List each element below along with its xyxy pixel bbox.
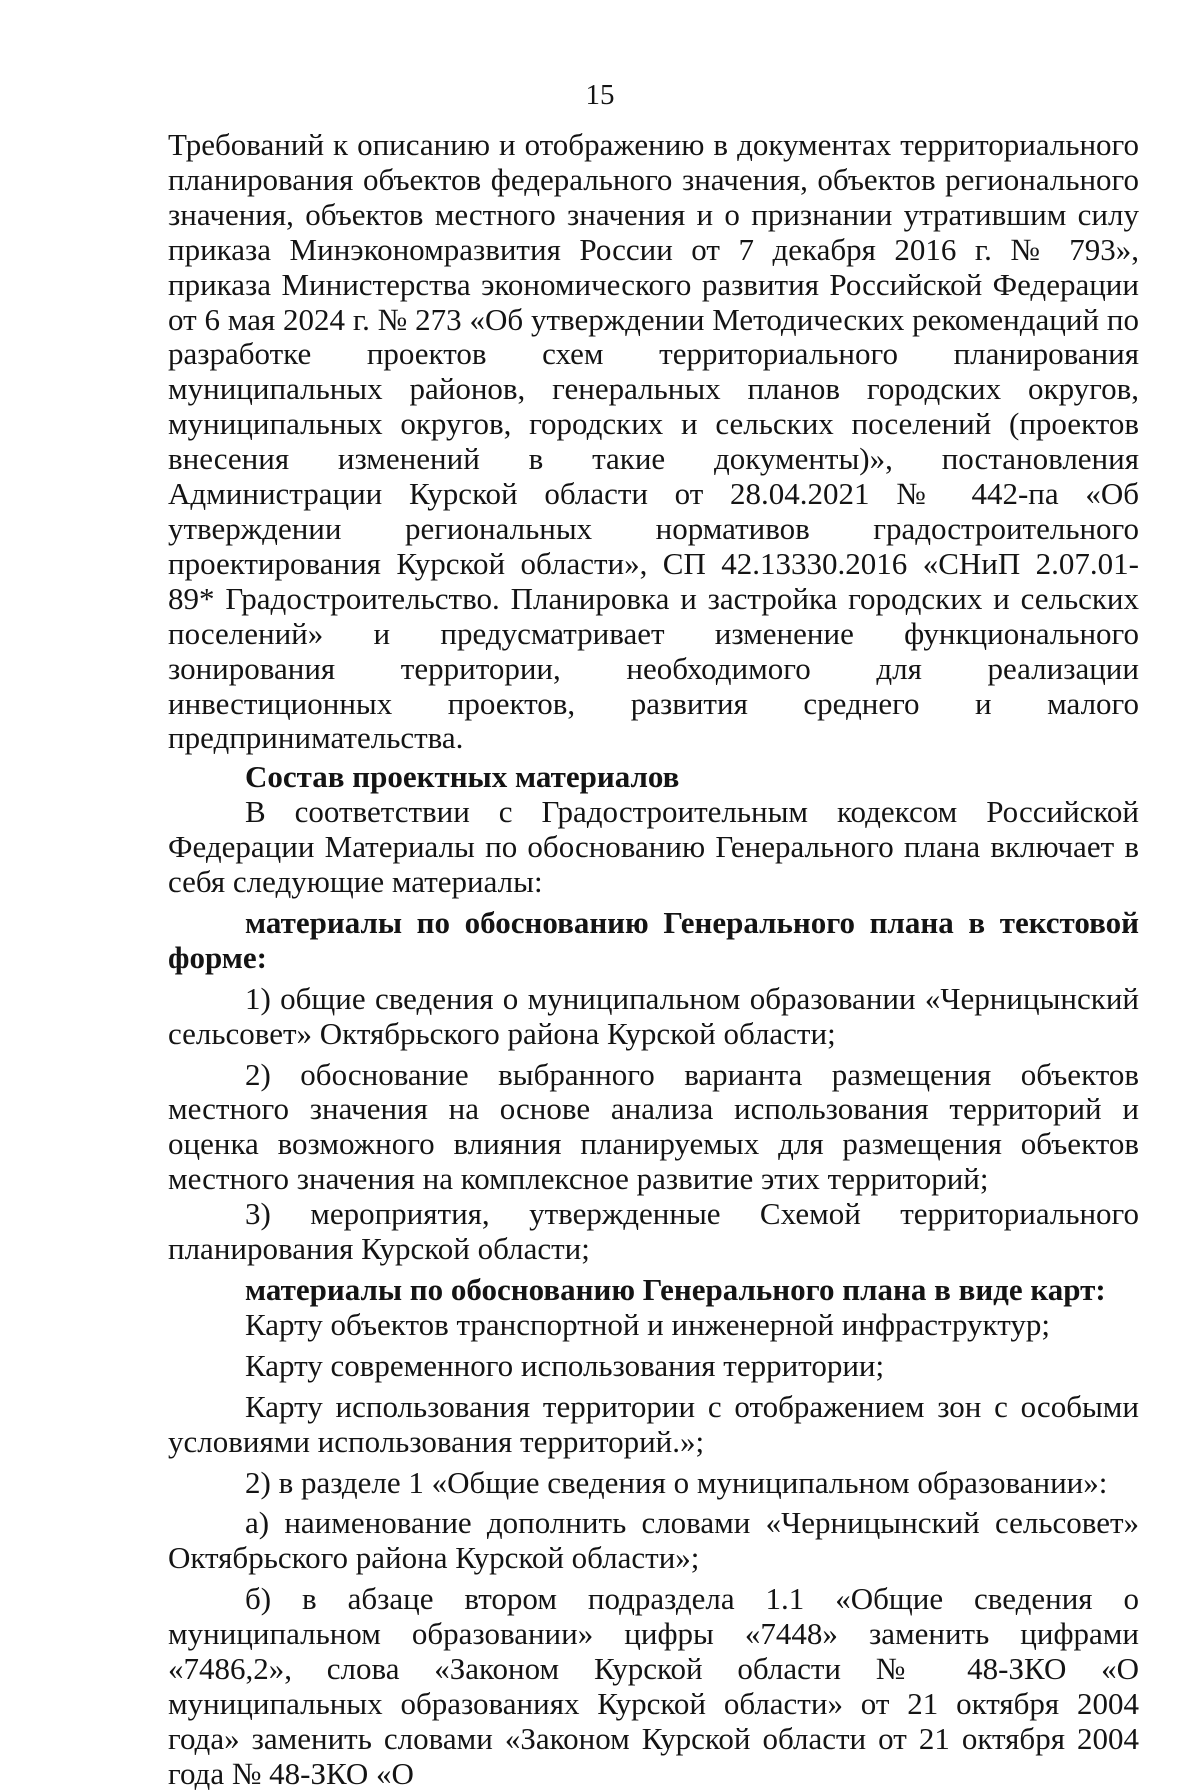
map-item-2: Карту современного использования территории; [245, 1347, 885, 1383]
amendment-2: 2) в разделе 1 «Общие сведения о муниципальном образовании»: [245, 1464, 1108, 1500]
document-body [168, 128, 1139, 1792]
section-heading: Состав проектных материалов [245, 759, 680, 795]
page-number: 15 [585, 79, 615, 111]
list-item-3: 3) мероприятия, утвержденные Схемой территориального планирования Курской области; [168, 1196, 1139, 1267]
map-item-3: Карту использования территории с отображением зон с особыми условиями использования территорий.»; [168, 1388, 1139, 1459]
list-item-1: 1) общие сведения о муниципальном образовании «Черницынский сельсовет» Октябрьского района Курской области; [168, 980, 1139, 1051]
amendment-2a: а) наименование дополнить словами «Черницынский сельсовет» Октябрьского района Курской области»; [168, 1505, 1139, 1576]
list-item-2: 2) обоснование выбранного варианта размещения объектов местного значения на основе анализа использования территорий и оценка возможного влияния планируемых для размещения объектов местного значения на комплексное развитие этих территорий; [168, 1056, 1139, 1197]
map-item-1: Карту объектов транспортной и инженерной инфраструктур; [245, 1306, 1050, 1342]
paragraph-requirements: Требований к описанию и отображению в документах территориального планирования объектов федерального значения, объектов регионального значения, объектов местного значения и о признании утратившим силу приказа Минэкономразвития России от 7 декабря 2016 г. № 793», приказа Министерства экономического развития Российской Федерации от 6 мая 2024 г. № 273 «Об утверждении Методических рекомендаций по разработке проектов схем территориального планирования муниципальных районов, генеральных планов городских округов, муниципальных округов, городских и сельских поселений (проектов внесения изменений в такие документы)», постановления Администрации Курской области от 28.04.2021 № 442-па «Об утверждении региональных нормативов градостроительного проектирования Курской области», СП 42.13330.2016 «СНиП 2.07.01-89* Градостроительство. Планировка и застройка городских и сельских поселений» и предусматривает изменение функционального зонирования территории, необходимого для реализации инвестиционных проектов, развития среднего и малого предпринимательства. [168, 127, 1139, 756]
subheading-map-materials: материалы по обоснованию Генерального плана в виде карт: [245, 1272, 1106, 1307]
paragraph-intro: В соответствии с Градостроительным кодексом Российской Федерации Материалы по обоснованию Генерального плана включает в себя следующие материалы: [168, 794, 1139, 900]
subheading-text-materials: материалы по обоснованию Генерального плана в текстовой форме: [168, 904, 1139, 975]
amendment-2b: б) в абзаце втором подраздела 1.1 «Общие сведения о муниципальном образовании» цифры «7448» заменить цифрами «7486,2», слова «Законом Курской области № 48-ЗКО «О муниципальных образованиях Курской области» от 21 октября 2004 года» заменить словами «Законом Курской области от 21 октября 2004 года № 48-ЗКО «О [168, 1581, 1139, 1791]
